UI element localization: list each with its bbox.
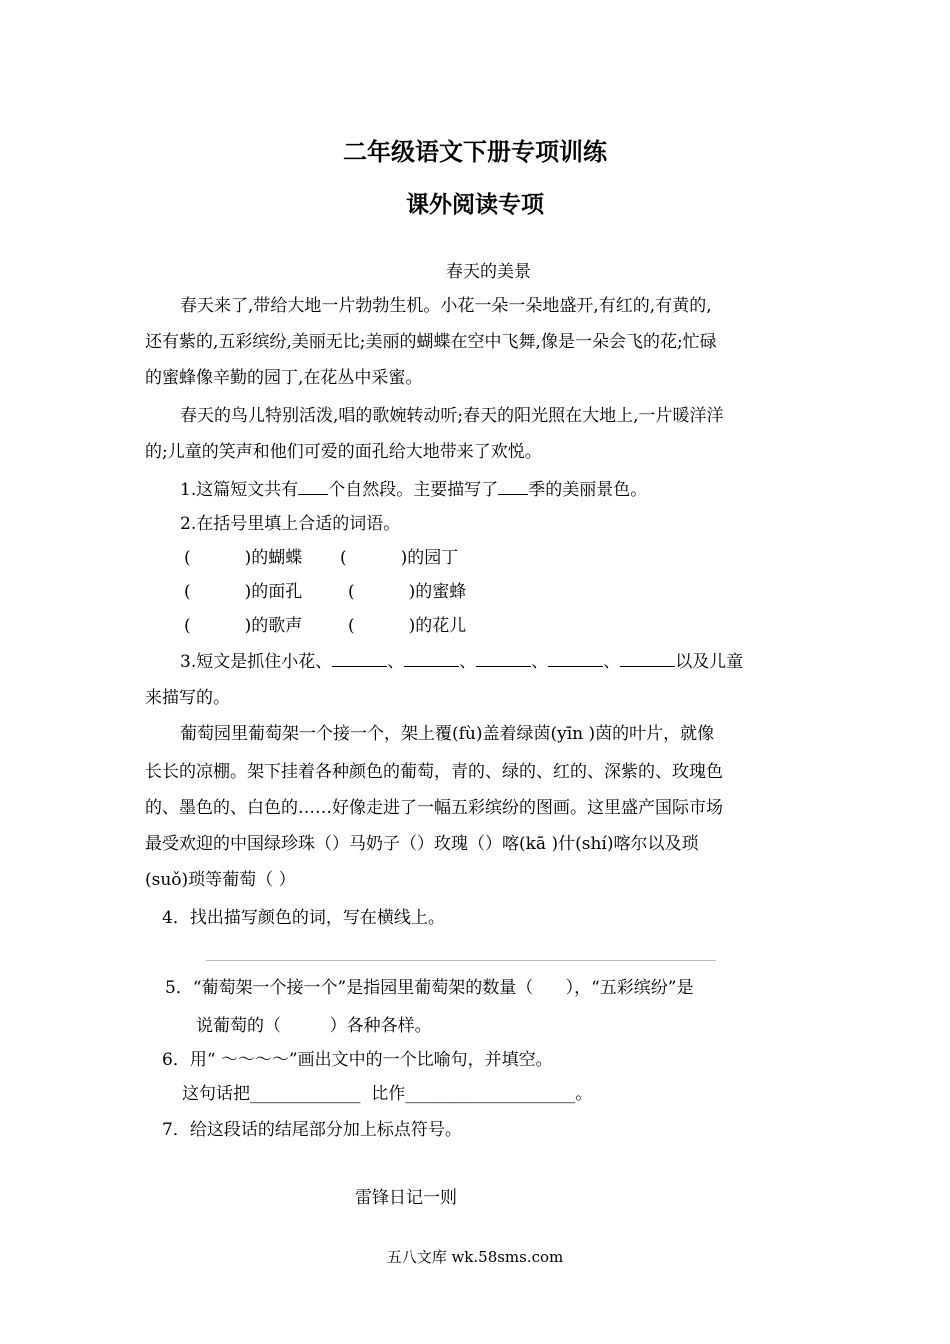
question-5-cont: 说葡萄的（ ）各种各样。 [196, 1016, 432, 1036]
paragraph-line: 还有紫的,五彩缤纷,美丽无比;美丽的蝴蝶在空中飞舞,像是一朵会飞的花;忙碌 [145, 332, 717, 352]
fill-pair-right: ( )的园丁 [340, 548, 459, 568]
answer-blank[interactable] [548, 652, 603, 667]
fill-pair-left: ( )的歌声 [184, 616, 303, 636]
answer-blank[interactable] [498, 480, 528, 495]
fill-pair-right: ( )的花儿 [348, 616, 467, 636]
fill-pair-right: ( )的蜜蜂 [348, 582, 467, 602]
paragraph-line: 的、墨色的、白色的……好像走进了一幅五彩缤纷的图画。这里盛产国际市场 [145, 798, 723, 818]
paragraph-line: 春天来了,带给大地一片勃勃生机。小花一朵一朵地盛开,有红的,有黄的, [180, 296, 712, 316]
question-2: 2.在括号里填上合适的词语。 [180, 514, 401, 534]
question-3-cont: 来描写的。 [145, 688, 230, 708]
question-4: 4．找出描写颜色的词，写在横线上。 [162, 908, 445, 928]
answer-blank[interactable] [332, 652, 387, 667]
question-6: 6．用“ ～～～～”画出文中的一个比喻句，并填空。 [162, 1050, 553, 1070]
question-1: 1.这篇短文共有 个自然段。主要描写了 季的美丽景色。 [180, 480, 648, 500]
question-5: 5．“葡萄架一个接一个”是指园里葡萄架的数量（ ），“五彩缤纷”是 [165, 978, 694, 998]
page-subtitle: 课外阅读专项 [406, 192, 544, 218]
answer-blank[interactable] [298, 480, 328, 495]
passage-3-title: 雷锋日记一则 [355, 1188, 457, 1208]
paragraph-line: 春天的鸟儿特别活泼,唱的歌婉转动听;春天的阳光照在大地上,一片暖洋洋 [180, 406, 724, 426]
paragraph-line: 的;儿童的笑声和他们可爱的面孔给大地带来了欢悦。 [145, 442, 542, 462]
answer-blank[interactable] [620, 652, 675, 667]
question-6-fill: 这句话把_____________ 比作____________________。 [182, 1084, 593, 1104]
answer-blank[interactable] [404, 652, 459, 667]
page-title: 二年级语文下册专项训练 [343, 138, 607, 166]
footer-watermark: 五八文库 wk.58sms.com [386, 1248, 564, 1266]
paragraph-line: (suǒ)琐等葡萄（ ） [145, 870, 296, 890]
question-3: 3.短文是抓住小花、 、 、 、 、 以及儿童 [180, 652, 744, 672]
fill-pair-left: ( )的面孔 [184, 582, 303, 602]
question-7: 7．给这段话的结尾部分加上标点符号。 [162, 1120, 462, 1140]
fill-pair-left: ( )的蝴蝶 [184, 548, 303, 568]
paragraph-line: 长长的凉棚。架下挂着各种颜色的葡萄，青的、绿的、红的、深紫的、玫瑰色 [145, 762, 723, 782]
answer-line[interactable] [206, 960, 716, 961]
paragraph-line: 的蜜蜂像辛勤的园丁,在花丛中采蜜。 [145, 368, 423, 388]
paragraph-line: 最受欢迎的中国绿珍珠（）马奶子（）玫瑰（）喀(kā )什(shí)喀尔以及琐 [145, 834, 699, 854]
answer-blank[interactable] [476, 652, 531, 667]
paragraph-line: 葡萄园里葡萄架一个接一个，架上覆(fù)盖着绿茵(yīn )茵的叶片，就像 [180, 724, 715, 744]
passage-title: 春天的美景 [446, 262, 531, 282]
